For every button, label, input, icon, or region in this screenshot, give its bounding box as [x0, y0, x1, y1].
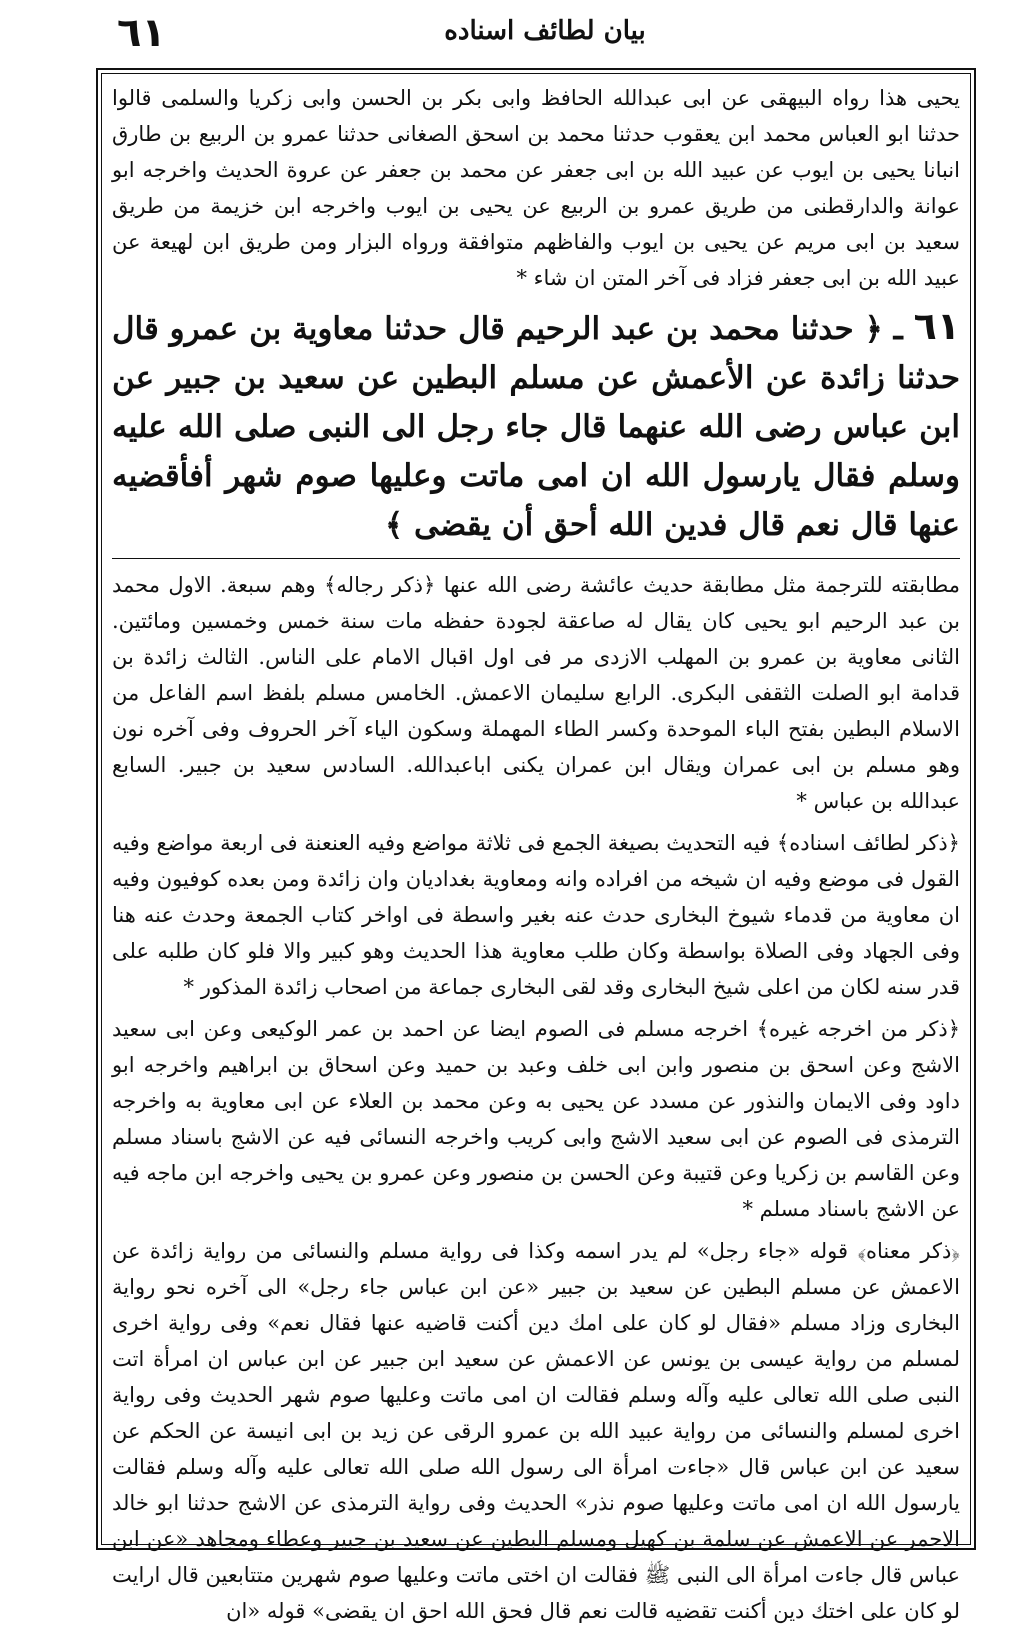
takhrij-paragraph: ﴿ذكر من اخرجه غيره﴾ اخرجه مسلم فى الصوم ايضا عن احمد بن عمر الوكيعى وعن ابى سعيد الاشج وعن اسحق بن منصور وابن ابى خلف وعبد بن حميد وعن اسحاق بن ابراهيم واخرجه ابو داود وفى الايمان والنذور عن مسدد عن يحيى به وعن محمد بن العلاء عن ابى معاوية به واخرجه الترمذى فى الصوم عن ابى سعيد الاشج وابى كريب واخرجه النسائى فيه عن الاشج باسناد مسلم وعن القاسم بن زكريا وعن قتيبة وعن الحسن بن منصور وعن عمرو بن يحيى واخرجه ابن ماجه فيه عن الاشج باسناد مسلم *	[112, 1017, 960, 1221]
maana-paragraph: ﴿ذكر معناه﴾ قوله «جاء رجل» لم يدر اسمه وكذا فى رواية مسلم والنسائى من رواية زائدة عن الاعمش عن مسلم البطين عن سعيد بن جبير «عن ابن عباس جاء رجل» الى آخره نحو رواية البخارى وزاد مسلم «فقال لو كان على امك دين أكنت قاضيه عنها فقال نعم» وفى رواية اخرى لمسلم من رواية عيسى بن يونس عن الاعمش عن سعيد ابن جبير عن ابن عباس ان امرأة اتت النبى صلى الله تعالى عليه وآله وسلم فقالت ان امى ماتت وعليها صوم شهر الحديث وفى رواية اخرى لمسلم والنسائى من رواية عبيد الله بن عمرو الرقى عن زيد بن ابى انيسة عن الحكم عن سعيد عن ابن عباس قال «جاءت امرأة الى رسول الله صلى الله تعالى عليه وآله وسلم فقالت يارسول الله ان امى ماتت وعليها صوم نذر» الحديث وفى رواية الترمذى عن الاشج حدثنا ابو خالد الاحمر عن الاعمش عن سلمة بن كهيل ومسلم البطين عن سعيد بن جبير وعطاء ومجاهد «عن ابن عباس قال جاءت امرأة الى النبى ﷺ فقالت ان اختى ماتت وعليها صوم شهرين متتابعين قال ارايت لو كان على اختك دين أكنت تقضيه قالت نعم قال فحق الله احق ان يقضى» قوله «ان	[112, 1239, 960, 1623]
page-number: ٦١	[117, 10, 166, 56]
hadith-number: ٦١	[913, 304, 961, 348]
lataif-paragraph: ﴿ذكر لطائف اسناده﴾ فيه التحديث بصيغة الجمع فى ثلاثة مواضع وفيه العنعنة فى اربعة مواضع وفيه القول فى موضع وفيه ان شيخه من افراده وانه ومعاوية بغداديان وان زائدة ومن بعده كوفيون وفيه ان معاوية من قدماء شيوخ البخارى حدث عنه بغير واسطة فى اواخر كتاب الجمعة وحدث عنه هنا وفى الجهاد وفى الصلاة بواسطة وكان طلب معاوية هذا الحديث وهو كبير والا فلو كان طلبه على قدر سنه لكان من اعلى شيخ البخارى وقد لقى البخارى جماعة من اصحاب زائدة المذكور *	[112, 831, 960, 999]
hadith-dash: ـ ﴿	[853, 311, 903, 347]
running-title: بيان لطائف اسناده	[444, 16, 646, 46]
hadith-text-block	[112, 302, 960, 550]
hadith-close-bracket: ﴾	[385, 507, 404, 543]
rijal-paragraph: مطابقته للترجمة مثل مطابقة حديث عائشة رضى الله عنها ﴿ذكر رجاله﴾ وهم سبعة. الاول محمد بن عبد الرحيم ابو يحيى كان يقال له صاعقة لجودة حفظه مات سنة خمس وخمسين ومائتين. الثانى معاوية بن عمرو بن المهلب الازدى مر فى اول اقبال الامام على الناس. الثالث زائدة بن قدامة ابو الصلت الثقفى البكرى. الرابع سليمان الاعمش. الخامس مسلم بلفظ اسم الفاعل من الاسلام البطين بفتح الباء الموحدة وكسر الطاء المهملة وسكون الياء آخر الحروف وفى آخره نون وهو مسلم بن ابى عمران ويقال ابن عمران يكنى اباعبدالله. السادس سعيد بن جبير. السابع عبدالله بن عباس *	[112, 573, 960, 813]
page-header	[95, 8, 975, 68]
hadith-text: حدثنا محمد بن عبد الرحيم قال حدثنا معاوية بن عمرو قال حدثنا زائدة عن الأعمش عن مسلم البطين عن سعيد بن جبير عن ابن عباس رضى الله عنهما قال جاء رجل الى النبى صلى الله عليه وسلم فقال يارسول الله ان امى ماتت وعليها صوم شهر أفأقضيه عنها قال نعم قال فدين الله أحق أن يقضى	[112, 311, 960, 543]
intro-paragraph: يحيى هذا رواه البيهقى عن ابى عبدالله الحافظ وابى بكر بن الحسن وابى زكريا والسلمى قالوا حدثنا ابو العباس محمد ابن يعقوب حدثنا محمد بن اسحق الصغانى حدثنا عمرو بن الربيع بن طارق انبانا يحيى بن ايوب عن عبيد الله بن ابى جعفر عن محمد بن جعفر عن عروة الحديث واخرجه ابو عوانة والدارقطنى من طريق عمرو بن الربيع عن يحيى بن ايوب واخرجه ابن خزيمة من طريق سعيد بن ابى مريم عن يحيى بن ايوب والفاظهم متوافقة ورواه البزار ومن طريق ابن لهيعة عن عبيد الله بن ابى جعفر فزاد فى آخر المتن ان شاء *	[112, 86, 960, 290]
text-body	[112, 80, 961, 1623]
divider-line	[112, 558, 960, 559]
